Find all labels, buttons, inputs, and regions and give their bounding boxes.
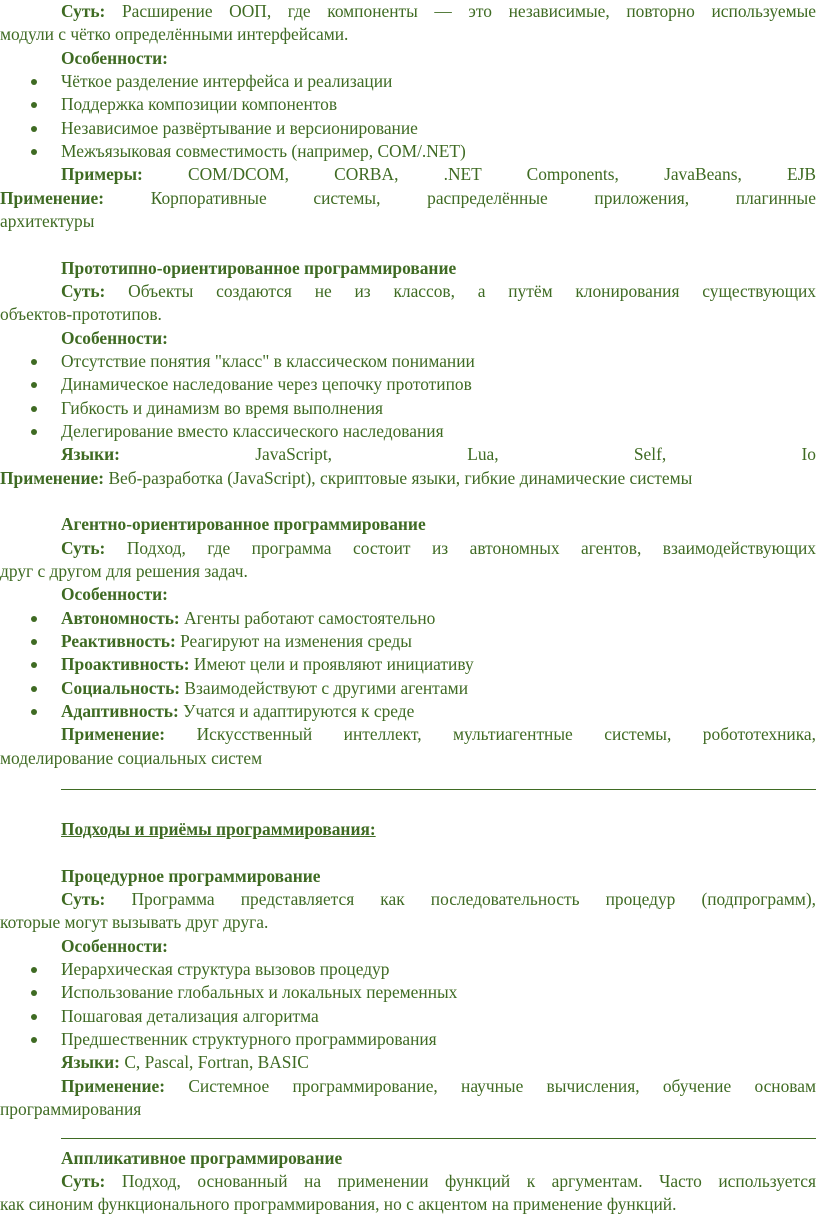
bullet-icon [31,1037,37,1043]
procedural-feature-item: Предшественник структурного программирования [0,1028,816,1051]
prototype-feature-item: Делегирование вместо классического наследования [0,420,816,443]
prototype-feature-item: Отсутствие понятия "класс" в классическом понимании [0,350,816,373]
procedural-title: Процедурное программирование [61,866,321,886]
oop-components-features-label: Особенности: [61,48,168,68]
agent-features-label: Особенности: [61,584,168,604]
prototype-essence-line1: Суть: Объекты создаются не из классов, а путём клонирования существующих [61,281,816,301]
procedural-essence-line1: Суть: Программа представляется как последовательность процедур (подпрограмм), [61,889,816,909]
procedural-feature-item: Использование глобальных и локальных переменных [0,981,816,1004]
oop-components-feature-item: Межъязыковая совместимость (например, COM/.NET) [0,140,816,163]
agent-feature-item: Адаптивность: Учатся и адаптируются к среде [0,700,816,723]
bullet-icon [31,79,37,85]
applicative-title: Аппликативное программирование [61,1148,343,1168]
procedural-feature-item: Пошаговая детализация алгоритма [0,1005,816,1028]
procedural-languages: Языки: C, Pascal, Fortran, BASIC [61,1052,309,1072]
procedural-usage-line1: Применение: Системное программирование, научные вычисления, обучение основам [61,1076,816,1096]
bullet-icon [31,126,37,132]
bullet-icon [31,359,37,365]
oop-components-essence-line2: модули с чётко определёнными интерфейсами. [0,24,349,44]
prototype-title: Прототипно-ориентированное программирование [61,258,457,278]
applicative-essence-line1: Суть: Подход, основанный на применении функций к аргументам. Часто используется [61,1171,816,1191]
bullet-icon [31,639,37,645]
agent-feature-item: Проактивность: Имеют цели и проявляют инициативу [0,653,816,676]
procedural-essence-line2: которые могут вызывать друг друга. [0,912,269,932]
agent-essence-line2: друг с другом для решения задач. [0,561,248,581]
bullet-icon [31,686,37,692]
agent-feature-item: Автономность: Агенты работают самостоятельно [0,607,816,630]
bullet-icon [31,406,37,412]
bullet-icon [31,662,37,668]
section-divider [61,1138,816,1139]
prototype-usage: Применение: Веб-разработка (JavaScript), скриптовые языки, гибкие динамические системы [0,468,693,488]
agent-usage-line1: Применение: Искусственный интеллект, мультиагентные системы, робототехника, [61,724,816,744]
prototype-feature-item: Гибкость и динамизм во время выполнения [0,397,816,420]
procedural-feature-item: Иерархическая структура вызовов процедур [0,958,816,981]
oop-components-usage-line2: архитектуры [0,211,95,231]
agent-usage-line2: моделирование социальных систем [0,748,263,768]
oop-components-usage-line1: Применение: Корпоративные системы, распределённые приложения, плагинные [0,188,816,208]
procedural-features-label: Особенности: [61,936,168,956]
prototype-features-label: Особенности: [61,328,168,348]
oop-components-essence-line1: Суть: Расширение ООП, где компоненты — это независимые, повторно используемые [61,1,816,21]
bullet-icon [31,616,37,622]
bullet-icon [31,967,37,973]
bullet-icon [31,382,37,388]
agent-essence-line1: Суть: Подход, где программа состоит из автономных агентов, взаимодействующих [61,538,816,558]
bullet-icon [31,429,37,435]
procedural-usage-line2: программирования [0,1099,142,1119]
oop-components-feature-item: Поддержка композиции компонентов [0,93,816,116]
prototype-languages: Языки: JavaScript, Lua, Self, Io [61,444,816,464]
bullet-icon [31,990,37,996]
oop-components-examples: Примеры: COM/DCOM, CORBA, .NET Components, JavaBeans, EJB [61,164,816,184]
oop-components-feature-item: Чёткое разделение интерфейса и реализации [0,70,816,93]
prototype-essence-line2: объектов-прототипов. [0,304,162,324]
bullet-icon [31,709,37,715]
bullet-icon [31,1014,37,1020]
bullet-icon [31,149,37,155]
approaches-heading: Подходы и приёмы программирования: [61,819,376,839]
section-divider [61,789,816,790]
agent-feature-item: Реактивность: Реагируют на изменения среды [0,630,816,653]
agent-feature-item: Социальность: Взаимодействуют с другими агентами [0,677,816,700]
agent-title: Агентно-ориентированное программирование [61,514,426,534]
prototype-feature-item: Динамическое наследование через цепочку прототипов [0,373,816,396]
oop-components-feature-item: Независимое развёртывание и версионирование [0,117,816,140]
bullet-icon [31,102,37,108]
applicative-essence-line2: как синоним функционального программирования, но с акцентом на применение функций. [0,1194,677,1214]
